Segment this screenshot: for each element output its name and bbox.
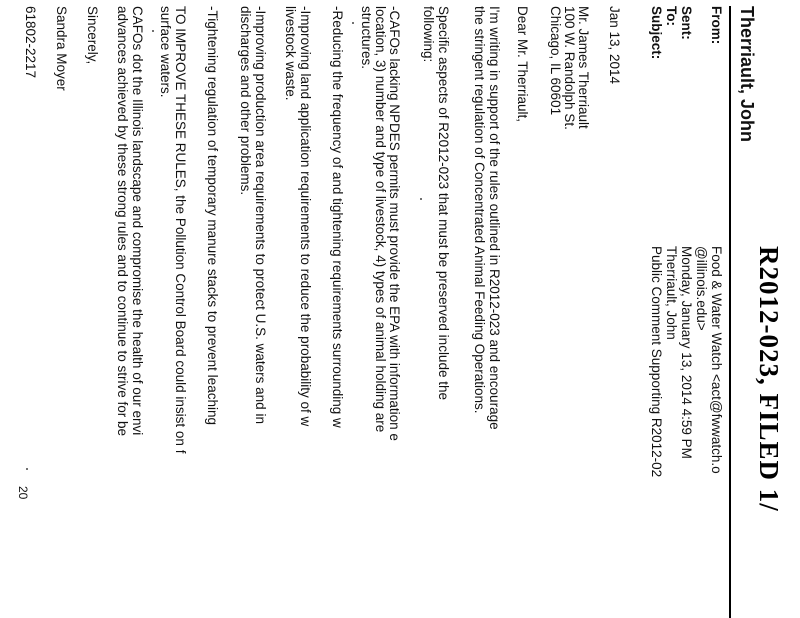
improve-line: TO IMPROVE THESE RULES, the Pollution Control Board could insist on f bbox=[173, 6, 188, 454]
header-rule bbox=[729, 6, 731, 618]
page-number: 20 bbox=[16, 486, 30, 500]
salutation: Dear Mr. Therriault, bbox=[515, 6, 530, 123]
intro-line: the stringent regulation of Concentrated Animal Feeding Operations. bbox=[472, 6, 487, 414]
signoff: Sincerely, bbox=[85, 6, 100, 65]
recipient-address-line: Mr. James Therriault bbox=[576, 6, 591, 129]
recipient-address-line: 100 W. Randolph St. bbox=[562, 6, 577, 130]
bullet-line: -Tightening regulation of temporary manure stacks to prevent leaching bbox=[205, 6, 220, 425]
from-value: Food & Water Watch <act@fwwatch.o bbox=[709, 246, 724, 474]
closing-paragraph-line: advances achieved by these strong rules and to continue to strive for be bbox=[115, 6, 130, 437]
recipient-address-line: Chicago, IL 60601 bbox=[548, 6, 563, 116]
from-value-continued: @illinois.edu> bbox=[694, 246, 709, 331]
letter-date: Jan 13, 2014 bbox=[607, 6, 622, 85]
signer-name: Sandra Moyer bbox=[54, 6, 69, 91]
from-label: From: bbox=[709, 6, 724, 45]
bullet-line: -Improving production area requirements to protect U.S. waters and in bbox=[253, 6, 268, 424]
aspects-intro-line: Specific aspects of R2012-023 that must be preserved include the bbox=[436, 6, 451, 400]
improve-line: surface waters. bbox=[158, 6, 173, 98]
intro-line: I'm writing in support of the rules outlined in R2012-023 and encourage bbox=[487, 6, 502, 430]
filing-stamp: R2012-023, FILED 1/ bbox=[754, 246, 784, 512]
closing-paragraph-line: CAFOs dot the Illinois landscape and compromise the health of our envi bbox=[130, 6, 145, 436]
bullet-line: livestock waste. bbox=[283, 6, 298, 101]
to-label: To: bbox=[664, 6, 679, 26]
bullet-line: location, 3) number and type of livestock, 4) types of animal holding are bbox=[373, 6, 388, 433]
sent-label: Sent: bbox=[679, 6, 694, 40]
bullet-line: -CAFOs lacking NPDES permits must provide the EPA with information e bbox=[387, 6, 402, 441]
rotated-document bbox=[12, 6, 784, 618]
subject-label: Subject: bbox=[649, 6, 664, 60]
to-value: Therriault, John bbox=[664, 246, 679, 340]
bullet-line: -Reducing the frequency of and tightening requirements surrounding w bbox=[330, 6, 345, 428]
aspects-intro-line: following: bbox=[421, 6, 436, 63]
subject-value: Public Comment Supporting R2012-02 bbox=[649, 246, 664, 478]
sender-name: Therriault, John bbox=[737, 6, 757, 143]
signer-zip: 61802-2217 bbox=[23, 6, 38, 79]
bullet-line: -Improving land application requirements to reduce the probability of w bbox=[298, 6, 313, 427]
sent-value: Monday, January 13, 2014 4:59 PM bbox=[679, 246, 694, 459]
bullet-line: discharges and other problems. bbox=[238, 6, 253, 196]
bullet-line: structures. bbox=[359, 6, 374, 70]
